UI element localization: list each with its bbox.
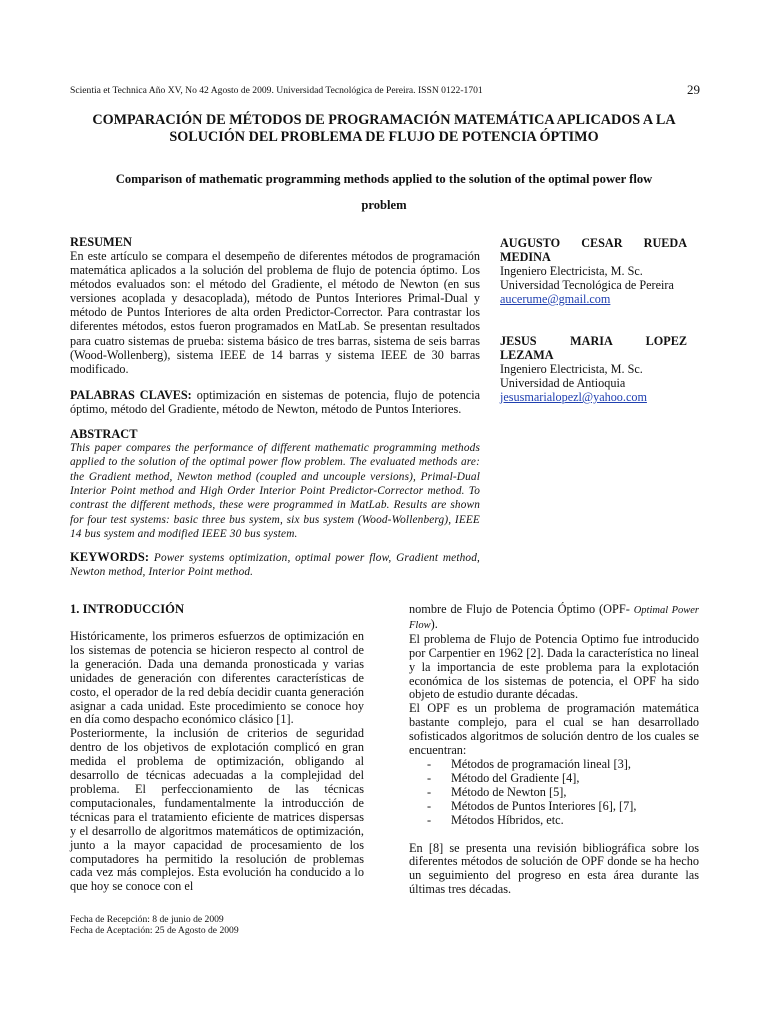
intro-paragraph-5: El OPF es un problema de programación matemática bastante complejo, para el cual se han desarrollado sofisticados algoritmos de solución dentro de los cuales se encuentran: bbox=[409, 701, 699, 758]
author-2-name-line-1: JESUS MARIA LOPEZ bbox=[500, 334, 687, 348]
author-2-name-line-2: LEZAMA bbox=[500, 348, 554, 362]
opf-italic-term: Optimal Power Flow bbox=[409, 605, 699, 631]
journal-citation: Scientia et Technica Año XV, No 42 Agosto de 2009. Universidad Tecnológica de Pereira. ISSN 0122-1701 bbox=[70, 85, 483, 96]
palabras-label: PALABRAS CLAVES: bbox=[70, 387, 192, 402]
palabras-body: optimización en sistemas de potencia, flujo de potencia óptimo, método del Gradiente, método de Newton, método de Puntos Interiores. bbox=[70, 387, 480, 416]
body-column-left bbox=[70, 603, 364, 894]
opf-text-end: ). bbox=[430, 616, 438, 631]
page-number: 29 bbox=[687, 82, 700, 97]
accepted-date: Fecha de Aceptación: 25 de Agosto de 2009 bbox=[70, 925, 239, 936]
abstract-body: This paper compares the performance of different mathematic programming methods applied to the solution of the optimal power flow problem. The evaluated methods are: the Gradient method, Newton method (coupled and uncouple versions), Primal-Dual Interior Point method and High Order Interior Point Predictor-Corrector method. To contrast the different methods, these were programmed in MatLab. Results are shown for four test systems: basic three bus system, six bus system (Wood-Wollenberg), IEEE 14 bus system and modified IEEE 30 bus system. bbox=[70, 442, 480, 540]
authors-column bbox=[500, 236, 687, 404]
author-2-degree: Ingeniero Electricista, M. Sc. bbox=[500, 362, 643, 376]
list-item: - Métodos Híbridos, etc. bbox=[427, 814, 699, 828]
author-1-name-line-2: MEDINA bbox=[500, 250, 551, 264]
author-1-name-line-1: AUGUSTO CESAR RUEDA bbox=[500, 236, 687, 250]
list-item: - Métodos de Puntos Interiores [6], [7], bbox=[427, 800, 699, 814]
author-2-email-link[interactable]: jesusmarialopezl@yahoo.com bbox=[500, 390, 647, 404]
author-1-affiliation: Universidad Tecnológica de Pereira bbox=[500, 278, 674, 292]
keywords-body: Power systems optimization, optimal power flow, Gradient method, Newton method, Interior Point method. bbox=[70, 552, 480, 579]
title-line-2: SOLUCIÓN DEL PROBLEMA DE FLUJO DE POTENCIA ÓPTIMO bbox=[169, 129, 599, 145]
list-item: - Método del Gradiente [4], bbox=[427, 772, 699, 786]
author-2-affiliation: Universidad de Antioquia bbox=[500, 376, 626, 390]
intro-paragraph-1: Históricamente, los primeros esfuerzos de optimización en los sistemas de potencia se hicieron respecto al control de la generación. Dada una demanda pronosticada y varias unidades de generación con diferentes características de costo, el operador de la red debía decidir cuanta generación asignar a cada unidad. Este procedimiento se conoce hoy en día como despacho económico clásico [1]. bbox=[70, 629, 364, 727]
intro-paragraph-4: El problema de Flujo de Potencia Optimo fue introducido por Carpentier en 1962 [2]. Dada la característica no lineal y la importancia de este problema para la explotación económica de los sistemas de potencia, el OPF ha sido objeto de estudio durante décadas. bbox=[409, 631, 699, 702]
methods-list bbox=[409, 758, 699, 828]
author-1-email-link[interactable]: aucerume@gmail.com bbox=[500, 292, 611, 306]
author-block-2 bbox=[500, 334, 687, 404]
intro-paragraph-3 bbox=[409, 603, 699, 633]
author-block-1 bbox=[500, 236, 687, 306]
english-title-line-2: problem bbox=[361, 198, 407, 212]
intro-heading: 1. INTRODUCCIÓN bbox=[70, 602, 185, 616]
title-line-1: COMPARACIÓN DE MÉTODOS DE PROGRAMACIÓN MATEMÁTICA APLICADOS A LA bbox=[92, 112, 676, 128]
palabras-claves bbox=[70, 388, 480, 416]
list-item: - Método de Newton [5], bbox=[427, 786, 699, 800]
intro-paragraph-2: Posteriormente, la inclusión de criterios de seguridad dentro de los objetivos de explotación complicó en gran medida el problema de optimización, obligando al desarrollo de técnicas adecuadas a la complejidad del problema. El perfeccionamiento de las técnicas computacionales, fundamentalmente la introducción de técnicas para el tratamiento eficiente de matrices dispersas y el desarrollo de algoritmos matemáticos de optimización, junto a la mayor capacidad de procesamiento de los computadores ha permitido la resolución de problemas cada vez más complejos. Esta evolución ha conducido a lo que hoy se conoce con el bbox=[70, 726, 364, 894]
opf-text-start: nombre de Flujo de Potencia Óptimo (OPF- bbox=[409, 602, 630, 616]
english-title bbox=[75, 166, 693, 218]
running-header bbox=[70, 82, 700, 101]
intro-paragraph-6: En [8] se presenta una revisión bibliográfica sobre los diferentes métodos de solución de OPF donde se ha hecho un seguimiento del progreso en esta área durante las últimas tres décadas. bbox=[409, 840, 699, 897]
received-date: Fecha de Recepción: 8 de junio de 2009 bbox=[70, 914, 224, 925]
body-column-right bbox=[409, 603, 699, 897]
resumen-heading: RESUMEN bbox=[70, 235, 132, 249]
abstract-column bbox=[70, 236, 480, 580]
dates-footnote bbox=[70, 914, 239, 936]
resumen-body: En este artículo se compara el desempeño de diferentes métodos de programación matemática aplicados a la solución del problema de flujo de potencia óptimo. Los métodos evaluados son: el método del Gradiente, el método de Newton (en sus versiones acoplada y desacoplada), método de Puntos Interiores Primal-Dual y método de Puntos Interiores de alta orden Predictor-Corrector. Para contrastar los diferentes métodos, estos fueron programados en MatLab. Se presentan resultados para cuatro sistemas de prueba: sistema básico de tres barras, sistema de seis barras (Wood-Wollenberg), sistema IEEE de 14 barras y sistema IEEE de 30 barras modificado. bbox=[70, 249, 480, 376]
keywords bbox=[70, 550, 480, 580]
abstract-heading: ABSTRACT bbox=[70, 427, 138, 442]
author-1-degree: Ingeniero Electricista, M. Sc. bbox=[500, 264, 643, 278]
paper-title bbox=[60, 112, 708, 146]
list-item: - Métodos de programación lineal [3], bbox=[427, 758, 699, 772]
keywords-label: KEYWORDS: bbox=[70, 550, 150, 565]
english-title-line-1: Comparison of mathematic programming methods applied to the solution of the optimal power flow bbox=[115, 172, 653, 186]
